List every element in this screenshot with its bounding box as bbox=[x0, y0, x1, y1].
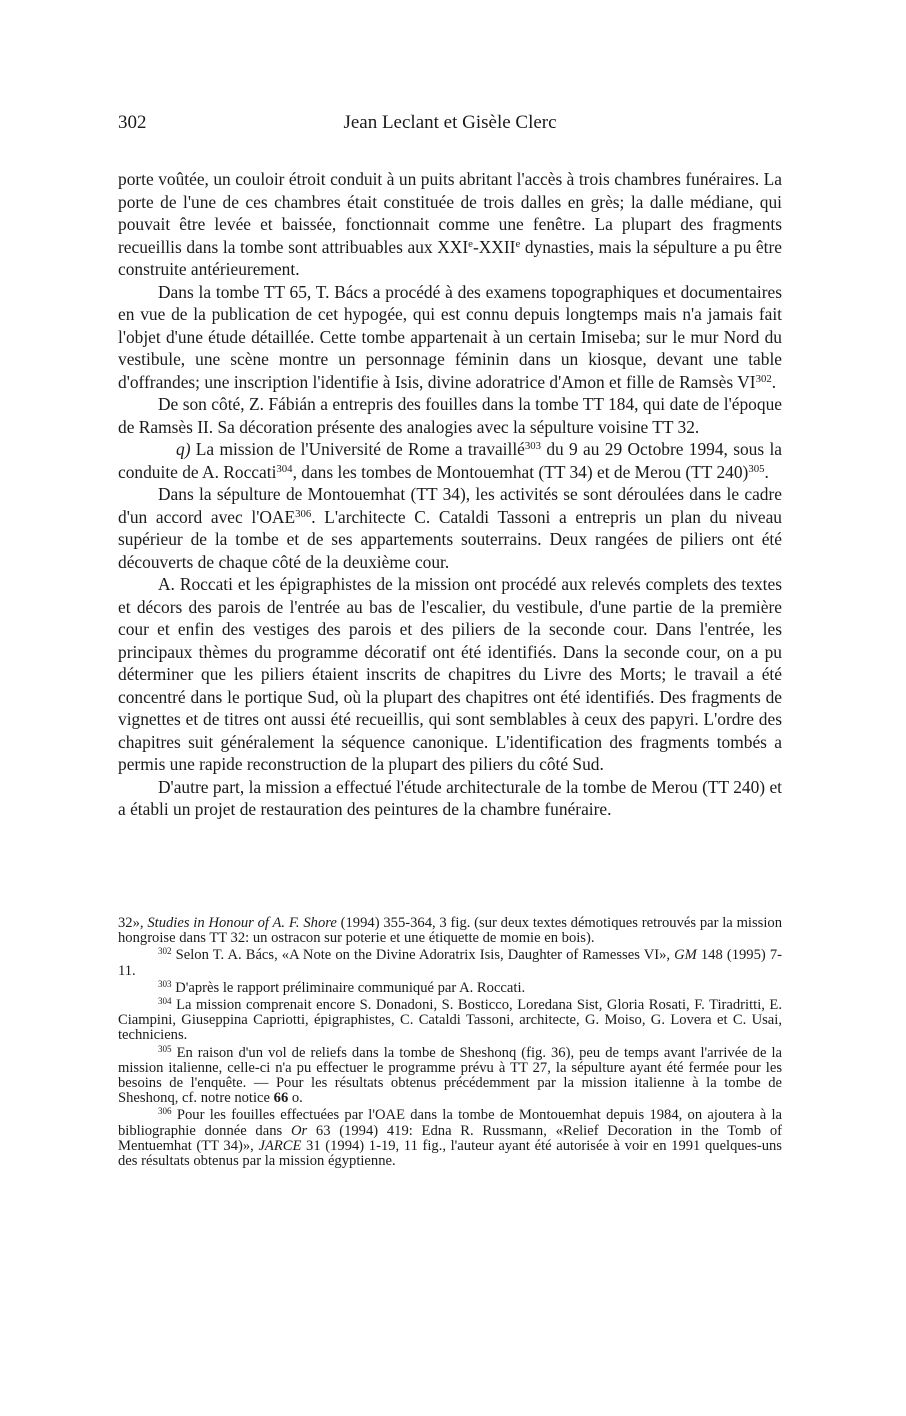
text-run: . bbox=[771, 371, 777, 392]
footnote-number: 303 bbox=[158, 978, 172, 989]
paragraph-4 bbox=[118, 438, 782, 483]
footnote-306 bbox=[118, 1108, 782, 1169]
text-run: 63 (1994) 419: Edna R. Russmann, «Relief Decoration in the Tomb of Mentuemhat (TT 34)», bbox=[118, 1122, 782, 1154]
page bbox=[118, 112, 782, 1170]
page-number: 302 bbox=[118, 112, 147, 133]
paragraph-1 bbox=[118, 168, 782, 281]
footnote-ref-305: 305 bbox=[748, 462, 765, 475]
footnote-number: 302 bbox=[158, 946, 172, 957]
text-run: , dans les tombes de Montouemhat (TT 34) et de Merou (TT 240) bbox=[292, 461, 749, 482]
footnote-number: 306 bbox=[158, 1106, 172, 1117]
footnotes bbox=[118, 916, 782, 1171]
text-run: La mission de l'Université de Rome a travaillé bbox=[190, 439, 525, 459]
paragraph-5 bbox=[118, 483, 782, 573]
text-run: 148 (1995) 7-11. bbox=[118, 947, 782, 979]
footnote-303 bbox=[118, 978, 782, 996]
text-run: . L'architecte C. Cataldi Tassoni a entrepris un plan du niveau supérieur de la tombe et de ses appartements souterrains. Deux rangées de piliers ont été découverts de chaque côté de la deuxième cour. bbox=[118, 506, 782, 572]
text-run: Pour les fouilles effectuées par l'OAE dans la tombe de Montouemhat depuis 1984, on ajoutera à la bibliographie donnée dans bbox=[118, 1107, 782, 1139]
paragraph-6: A. Roccati et les épigraphistes de la mission ont procédé aux relevés complets des textes et décors des parois de l'entrée au bas de l'escalier, du vestibule, d'une partie de la première cour et enfin des vestiges des parois et des piliers de la seconde cour. Dans l'entrée, les principaux thèmes du programme décoratif ont été identifiés. Dans la seconde cour, on a pu déterminer que les piliers étaient inscrits de chapitres du Livre des Morts; le travail a été concentré dans le portique Sud, où la plupart des chapitres ont été identifiés. Des fragments de vignettes et de titres ont aussi été recueillis, qui sont semblables à ceux des papyri. L'ordre des chapitres suit généralement la séquence canonique. L'identification des fragments tombés a permis une rapide reconstruction de la plupart des piliers du côté Sud. bbox=[118, 574, 782, 774]
text-run: En raison d'un vol de reliefs dans la tombe de Sheshonq (fig. 36), peu de temps avant l'arrivée de la mission italienne, celle-ci n'a pu effectuer le programme prévu à TT 27, la sépulture ayant été fermée pour les besoins de l'enquête. — Pour les résultats obtenus précédemment par la mission italienne à la tombe de Sheshonq, cf. notre notice bbox=[118, 1044, 782, 1107]
text-run: 31 (1994) 1-19, 11 fig., l'auteur ayant été autorisée à voir en 1991 quelques-uns des résultats obtenus par la mission égyptienne. bbox=[118, 1137, 782, 1170]
footnote-number: 305 bbox=[158, 1043, 172, 1054]
italic-title: GM bbox=[674, 947, 697, 964]
main-text bbox=[118, 168, 782, 821]
footnote-ref-303: 303 bbox=[524, 440, 542, 453]
text-run: D'après le rapport préliminaire communiqué par A. Roccati. bbox=[171, 979, 526, 996]
paragraph-3: De son côté, Z. Fábián a entrepris des fouilles dans la tombe TT 184, qui date de l'époque de Ramsès II. Sa décoration présente des analogies avec la sépulture voisine TT 32. bbox=[118, 394, 782, 437]
footnote-number: 304 bbox=[158, 996, 172, 1007]
text-run: 32», bbox=[118, 915, 148, 931]
text-run: Selon T. A. Bács, «A Note on the Divine Adoratrix Isis, Daughter of Ramesses VI», bbox=[171, 947, 675, 964]
superscript: e bbox=[468, 237, 473, 250]
italic-title: Or bbox=[290, 1122, 308, 1139]
text-run: porte voûtée, un couloir étroit conduit à un puits abritant l'accès à trois chambres funéraires. La porte de l'une de ces chambres était constituée de trois dalles en grès; la dalle médiane, qui pouvait être levée et baissée, fonctionnait comme une fenêtre. La plupart des fragments recueillis dans la tombe sont attribuables aux XXI bbox=[118, 169, 782, 257]
text-run: (1994) 355-364, 3 fig. (sur deux textes démotiques retrouvés par la mission hongroise dans TT 32: un ostracon sur poterie et une étiquette de momie en bois). bbox=[118, 915, 782, 947]
section-label: q) bbox=[176, 439, 191, 459]
paragraph-7: D'autre part, la mission a effectué l'étude architecturale de la tombe de Merou (TT 240) et a établi un projet de restauration des peintures de la chambre funéraire. bbox=[118, 776, 782, 819]
footnote-304 bbox=[118, 998, 782, 1044]
text-run: -XXII bbox=[472, 236, 516, 257]
running-title: Jean Leclant et Gisèle Clerc bbox=[343, 112, 557, 133]
footnote-ref-302: 302 bbox=[755, 372, 772, 385]
text-run: Dans la tombe TT 65, T. Bács a procédé à des examens topographiques et documentaires en vue de la publication de cet hypogée, qui est connu depuis longtemps mais n'a jamais fait l'objet d'une étude détaillée. Cette tombe appartenait à un certain Imiseba; sur le mur Nord du vestibule, une scène montre un personnage féminin dans un kiosque, devant une table d'offrandes; une inscription l'identifie à Isis, divine adoratrice d'Amon et fille de Ramsès VI bbox=[118, 281, 782, 392]
text-run: dynasties, mais la sépulture a pu être construite antérieurement. bbox=[118, 236, 782, 279]
text-run: Dans la sépulture de Montouemhat (TT 34), les activités se sont déroulées dans le cadre d'un accord avec l'OAE bbox=[118, 484, 782, 527]
footnote-ref-306: 306 bbox=[295, 507, 312, 520]
footnote-305 bbox=[118, 1043, 782, 1107]
superscript: e bbox=[515, 237, 521, 250]
text-run: o. bbox=[288, 1090, 303, 1107]
text-run: . bbox=[764, 461, 769, 482]
bold-reference: 66 bbox=[273, 1090, 289, 1107]
footnote-continuation bbox=[118, 916, 782, 946]
footnote-ref-304: 304 bbox=[276, 462, 293, 475]
text-run: du 9 au 29 Octobre 1994, sous la conduite de A. Roccati bbox=[118, 439, 782, 482]
italic-title: JARCE bbox=[258, 1137, 302, 1154]
text-run: La mission comprenait encore S. Donadoni, S. Bosticco, Loredana Sist, Gloria Rosati, F. Tiradritti, E. Ciampini, Giuseppina Capriotti, épigraphistes, C. Cataldi Tassoni, architecte, G. Moiso, G. Lovera et C. Usai, techniciens. bbox=[118, 997, 782, 1044]
italic-title: Studies in Honour of A. F. Shore bbox=[147, 915, 337, 931]
footnote-302 bbox=[118, 948, 782, 978]
running-header bbox=[118, 112, 782, 142]
paragraph-2 bbox=[118, 281, 782, 394]
